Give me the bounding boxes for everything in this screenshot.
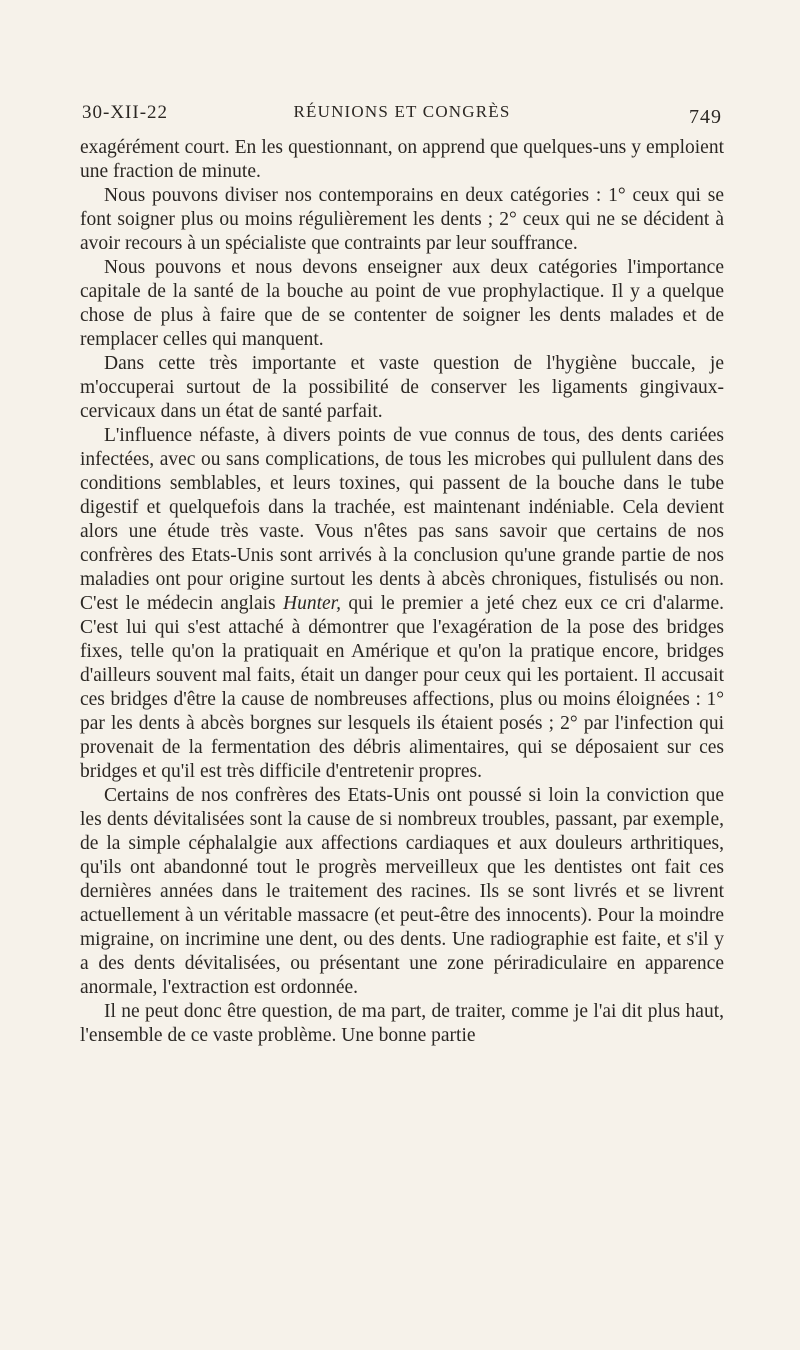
running-header <box>82 100 722 130</box>
paragraph-4 <box>80 352 724 424</box>
paragraph-5 <box>80 424 724 784</box>
paragraph-text: Certains de nos confrères des Etats-Unis ont poussé si loin la conviction que les dents dévitalisées sont la cause de si nombreux troubles, passant, par exemple, de la simple céphalalgie aux affections cardiaques et aux douleurs arthritiques, qu'ils ont abandonné tout le progrès merveilleux que les dentistes ont fait ces dernières années dans le traitement des racines. Ils se sont livrés et se livrent actuellement à un véritable massacre (et peut-être des innocents). Pour la moindre migraine, on incrimine une dent, ou des dents. Une radiographie est faite, et s'il y a des dents dévitalisées, ou présentant une zone périradiculaire en apparence anormale, l'extraction est ordonnée. <box>80 785 724 998</box>
paragraph-7 <box>80 1000 724 1048</box>
paragraph-text: Nous pouvons et nous devons enseigner aux deux catégories l'importance capitale de la santé de la bouche au point de vue prophylactique. Il y a quelque chose de plus à faire que de se contenter de soigner les dents malades et de remplacer celles qui manquent. <box>80 257 724 350</box>
body-text <box>80 136 724 1048</box>
paragraph-2 <box>80 184 724 256</box>
paragraph-text: Nous pouvons diviser nos contemporains en deux catégories : 1° ceux qui se font soigner plus ou moins régulièrement les dents ; 2° ceux qui ne se décident à avoir recours à un spécialiste que contraints par leur souffrance. <box>80 185 724 254</box>
header-title: RÉUNIONS ET CONGRÈS <box>293 102 511 121</box>
paragraph-text: Il ne peut donc être question, de ma part, de traiter, comme je l'ai dit plus haut, l'ensemble de ce vaste problème. Une bonne partie <box>80 1001 724 1046</box>
paragraph-text-continued: qui le premier a jeté chez eux ce cri d'alarme. C'est lui qui s'est attaché à démontrer que l'exagération de la pose des bridges fixes, telle qu'on la pratiquait en Amérique et qu'on la pratique encore, bridges d'ailleurs souvent mal faits, était un danger pour ceux qui les portaient. Il accusait ces bridges d'être la cause de nombreuses affections, plus ou moins éloignées : 1° par les dents à abcès borgnes sur lesquels ils étaient posés ; 2° par l'infection qui provenait de la fermentation des débris alimentaires, qui se déposaient sur ces bridges et qu'il est très difficile d'entretenir propres. <box>80 593 724 782</box>
paragraph-3 <box>80 256 724 352</box>
paragraph-text: L'influence néfaste, à divers points de vue connus de tous, des dents cariées infectées, avec ou sans complications, de tous les microbes qui pullulent dans des conditions semblables, et leurs toxines, qui passent de la bouche dans le tube digestif et quelquefois dans la trachée, est maintenant indéniable. Cela devient alors une étude très vaste. Vous n'êtes pas sans savoir que certains de nos confrères des Etats-Unis sont arrivés à la conclusion qu'une grande partie de nos maladies ont pour origine surtout les dents à abcès chroniques, fistulisés ou non. C'est le médecin anglais <box>80 425 724 614</box>
page-number: 749 <box>689 106 722 128</box>
paragraph-text: Dans cette très importante et vaste question de l'hygiène buccale, je m'occuperai surtout de la possibilité de conserver les ligaments gingivaux-cervicaux dans un état de santé parfait. <box>80 353 724 422</box>
paragraph-6 <box>80 784 724 1000</box>
header-date: 30-XII-22 <box>82 102 169 123</box>
paragraph-text: exagérément court. En les questionnant, on apprend que quelques-uns y emploient une fraction de minute. <box>80 137 724 182</box>
paragraph-1 <box>80 136 724 184</box>
italic-name-hunter: Hunter, <box>283 593 341 614</box>
